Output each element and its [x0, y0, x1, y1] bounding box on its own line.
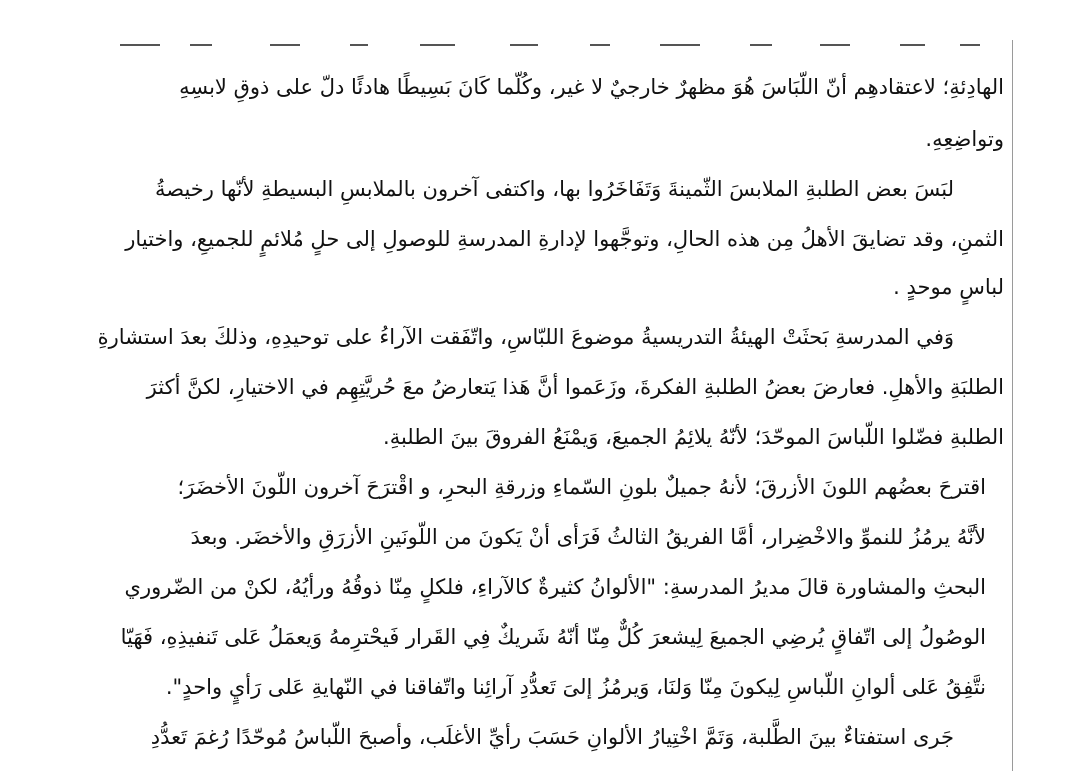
text-line-1: الهادِئةِ؛ لاعتقادهِم أنّ اللّبَاسَ هُوَ مظهرٌ خارجيٌ لا غير، وكُلّما كَانَ بَسِيطًا هادئًا دلّ على ذوقِ لابسِهِ [179, 75, 1004, 99]
text-line-11: البحثِ والمشاورة قالَ مديرُ المدرسةِ: "الألوانُ كثيرةٌ كالآراءِ، فلكلٍ مِنّا ذوقُهُ ورأيُهُ، لكنْ من الضّروري [124, 575, 986, 599]
text-line-3: لبَسَ بعض الطلبةِ الملابسَ الثّمينةَ وَتَفَاخَرُوا بها، واكتفى آخرون بالملابسِ البسيطةِ لأنّها رخيصةُ [154, 177, 954, 201]
text-line-14: جَرى استفتاءٌ بينَ الطَّلبة، وَتَمَّ اخْتِيارُ الألوانِ حَسَبَ رأيِّ الأغلَب، وأصبحَ اللّباسُ مُوحّدًا رُغمَ تَعدُّدِ [150, 725, 954, 749]
cropped-previous-line [120, 34, 990, 48]
text-line-8: الطلبةِ فضّلوا اللّباسَ الموحّدَ؛ لأنّهُ يلائِمُ الجميعَ، وَيمْنَعُ الفروقَ بينَ الطلبةِ. [383, 425, 1004, 449]
text-line-2: وتواضِعِهِ. [925, 127, 1004, 151]
page-edge-line [1012, 40, 1013, 771]
text-line-6: وَفي المدرسةِ بَحثَتْ الهيئةُ التدريسيةُ موضوعَ اللبّاسِ، واتّفَقت الآراءُ على توحيدِهِ، وذلكَ بعدَ استشارةِ [97, 325, 954, 349]
text-line-5: لباسٍ موحدٍ . [893, 275, 1004, 299]
text-line-4: الثمنِ، وقد تضايقَ الأهلُ مِن هذه الحالِ، وتوجَّهوا لإدارةِ المدرسةِ للوصولِ إلى حلٍ مُلائمٍ للجميعِ، واختيار [125, 227, 1004, 251]
text-line-9: اقترحَ بعضُهم اللونَ الأزرقَ؛ لأنهُ جميلٌ بلونِ السّماءِ وزرقةِ البحرِ، و اقْترَحَ آخرون اللّونَ الأخضَرَ؛ [177, 475, 986, 499]
text-line-13: نتَّفِقُ عَلى ألوانِ اللّباسِ لِيكونَ مِنّا وَلنَا، وَيرمُزُ إلىَ تَعدُّدِ آرائِنا واتّفاقنا في النّهايةِ عَلى رَأيٍ واحدٍ". [165, 675, 986, 699]
text-line-10: لأنَّهُ يرمُزُ للنموِّ والاخْضِرار، أمَّا الفريقُ الثالثُ فَرَأى أنْ يَكونَ من اللّونَينِ الأزرَقِ والأخضَر. وبعدَ [190, 525, 986, 549]
text-line-12: الوصُولُ إلى اتّفاقٍ يُرضِي الجميعَ لِيشعرَ كُلٌّ مِنّا أنّهُ شَريكٌ فِي القَرار فَيحْترِمهُ وَيعمَلُ عَلى تَنفيذِهِ، فَهَيّا [120, 625, 986, 649]
text-line-7: الطلبَةِ والأهلِ. فعارضَ بعضُ الطلبةِ الفكرةَ، وزَعَموا أنَّ هَذا يَتعارضُ معَ حُريَّتِهِم في الاختيارِ، لكنَّ أكثرَ [146, 375, 1004, 399]
